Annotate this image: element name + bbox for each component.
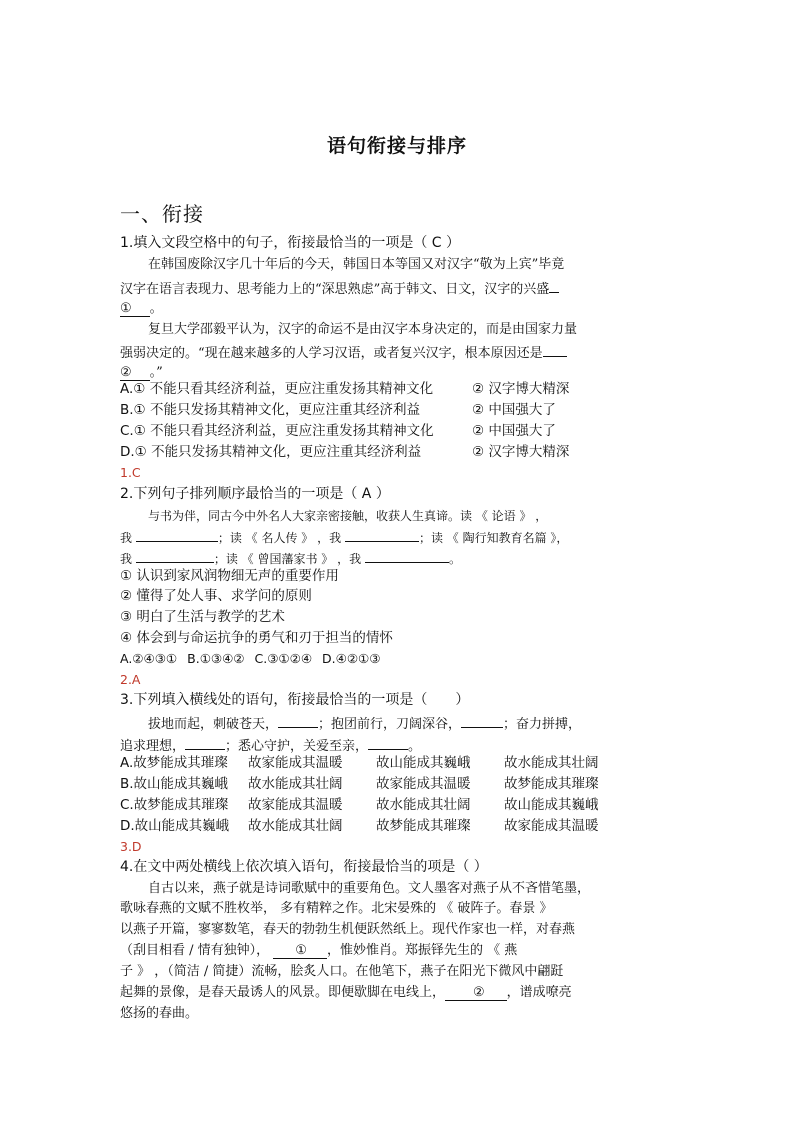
blank [278,713,318,728]
option-text: 故梦能成其璀璨 [376,818,471,834]
option-text: D.故山能成其巍峨 [120,818,230,834]
blank-1: ① [120,301,150,317]
punctuation: 。 [149,301,163,316]
q2-passage-text: 我 [120,552,133,566]
q2-option-a[interactable]: A.②④③① [120,651,178,666]
q3-option-b[interactable] [120,774,680,794]
option-text: 故家能成其温暖 [248,755,343,771]
q4-passage-text: ，谱成嘹亮 [506,985,572,1000]
option-text: A.① 不能只看其经济利益，更应注重发扬其精神文化 [120,381,434,397]
q3-option-d[interactable] [120,816,680,836]
q3-option-c[interactable] [120,795,680,815]
q2-option-d[interactable]: D.④②①③ [322,651,381,666]
blank-1: ① [273,943,327,959]
q4-passage-line: 悠扬的春曲。 [120,1006,199,1021]
option-text: B.① 不能只发扬其精神文化，更应注重其经济利益 [120,402,420,418]
option-text: 故山能成其巍峨 [504,797,599,813]
q1-passage-line [120,278,680,300]
q4-passage-line: 自古以来，燕子就是诗词歌赋中的重要角色。文人墨客对燕子从不吝惜笔墨， [148,881,591,896]
section-heading: 一、衔接 [120,202,204,226]
q1-option-a[interactable] [120,379,680,399]
q2-passage-text: ；读 《 曾国藩家书 》 ，我 [213,552,362,566]
q1-passage-line: 复旦大学邵毅平认为，汉字的命运不是由汉字本身决定的，而是由国家力量 [148,322,578,337]
q1-passage-text: 汉字在语言表现力、思考能力上的“深思熟虑”高于韩文、日文，汉字的兴盛 [120,282,550,297]
blank [185,735,225,750]
q2-option-b[interactable]: B.①③④② [187,651,245,666]
q2-item: ② 懂得了处人事、求学问的原则 [120,588,312,604]
q1-passage-line [120,342,680,364]
q4-passage-line [120,983,680,1003]
option-text: 故家能成其温暖 [504,818,599,834]
q2-item: ③ 明白了生活与教学的艺术 [120,609,285,625]
blank [368,735,408,750]
q1-passage-text: 强弱决定的。“现在越来越多的人学习汉语，或者复兴汉字，根本原因还是 [120,346,543,361]
q2-option-c[interactable]: C.③①②④ [254,651,313,666]
blank [345,527,419,542]
q3-passage-text: ；抱团前行，刀阔深谷， [318,717,462,732]
q1-stem: 1.填入文段空格中的句子，衔接最恰当的一项是（ C ） [120,235,461,251]
option-text: D.① 不能只发扬其精神文化，更应注重其经济利益 [120,444,422,460]
q1-passage-line: 在韩国废除汉字几十年后的今天，韩国日本等国又对汉字“敬为上宾”毕竟 [148,257,565,272]
blank-2: ② [445,985,507,1001]
q2-passage-line: 与书为伴，同古今中外名人大家亲密接触，收获人生真谛。读 《 论语 》 ， [148,509,548,523]
q3-option-a[interactable] [120,753,680,773]
q2-item: ④ 体会到与命运抗争的勇气和刃于担当的情怀 [120,630,393,646]
q3-stem: 3.下列填入横线处的语句，衔接最恰当的一项是（ ） [120,692,470,708]
q2-passage-text: 我 [120,531,133,545]
q2-passage-line [120,527,680,548]
option-text: 故水能成其壮阔 [248,818,343,834]
option-text: ② 中国强大了 [472,423,556,439]
option-text: ② 汉字博大精深 [472,444,570,460]
q2-passage-text: ；读 《 陶行知教育名篇 》， [418,531,569,545]
option-text: B.故山能成其巍峨 [120,776,229,792]
q4-passage-line: 歌咏春燕的文赋不胜枚举， 多有精粹之作。北宋晏殊的 《 破阵子。春景 》 [120,901,553,916]
q1-option-d[interactable] [120,442,680,462]
q1-option-b[interactable] [120,400,680,420]
option-text: 故水能成其壮阔 [504,755,599,771]
q3-passage-text: 拔地而起，刺破苍天， [148,717,279,732]
option-text: 故山能成其巍峨 [376,755,471,771]
option-text: ② 汉字博大精深 [472,381,570,397]
q4-passage-text: （刮目相看 / 情有独钟）， [120,943,270,958]
option-text: 故家能成其温暖 [376,776,471,792]
blank [136,548,214,563]
q3-passage-text: ；悉心守护，关爱至亲， [225,739,369,754]
q3-answer: 3.D [120,839,142,854]
q1-option-c[interactable] [120,421,680,441]
q1-passage-line [120,299,680,319]
option-text: 故水能成其壮阔 [248,776,343,792]
page-title: 语句衔接与排序 [326,135,467,157]
q4-passage-line: 子 》 ，（简洁 / 简捷）流畅，脍炙人口。在他笔下，燕子在阳光下微风中翩跹 [120,964,564,979]
q4-passage-text: 起舞的景像，是春天最诱人的风景。即便歇脚在电线上， [120,985,446,1000]
q4-passage-text: ，惟妙惟肖。郑振铎先生的 《 燕 [326,943,518,958]
option-text: 故家能成其温暖 [248,797,343,813]
q3-passage-text: 追求理想， [120,739,186,754]
option-text: 故梦能成其璀璨 [504,776,599,792]
q4-stem: 4.在文中两处横线上依次填入语句，衔接最恰当的项是（ ） [120,859,488,875]
option-text: C.故梦能成其璀璨 [120,797,229,813]
q2-passage-text: ；读 《 名人传 》 ，我 [217,531,342,545]
option-text: C.① 不能只看其经济利益，更应注重发扬其精神文化 [120,423,434,439]
option-text: ② 中国强大了 [472,402,556,418]
punctuation: 。” [149,365,163,380]
blank [543,342,567,357]
q3-passage-text: 。 [408,739,422,754]
q3-passage-line [120,713,680,735]
q3-passage-text: ；奋力拼搏， [503,717,582,732]
blank [136,527,218,542]
q1-answer: 1.C [120,465,141,480]
blank [549,278,559,293]
option-text: 故水能成其壮阔 [376,797,471,813]
q4-passage-line [120,941,680,961]
blank [365,548,449,563]
q2-item: ① 认识到家风润物细无声的重要作用 [120,568,339,584]
q2-answer: 2.A [120,672,141,687]
option-text: A.故梦能成其璀璨 [120,755,228,771]
q2-stem: 2.下列句子排列顺序最恰当的一项是（ A ） [120,486,390,502]
q2-passage-text: 。 [448,552,461,566]
blank-2: ② [120,365,150,381]
q2-options [120,649,680,669]
blank [461,713,503,728]
q4-passage-line: 以燕子开篇，寥寥数笔，春天的勃勃生机便跃然纸上。现代作家也一样，对春燕 [120,922,576,937]
